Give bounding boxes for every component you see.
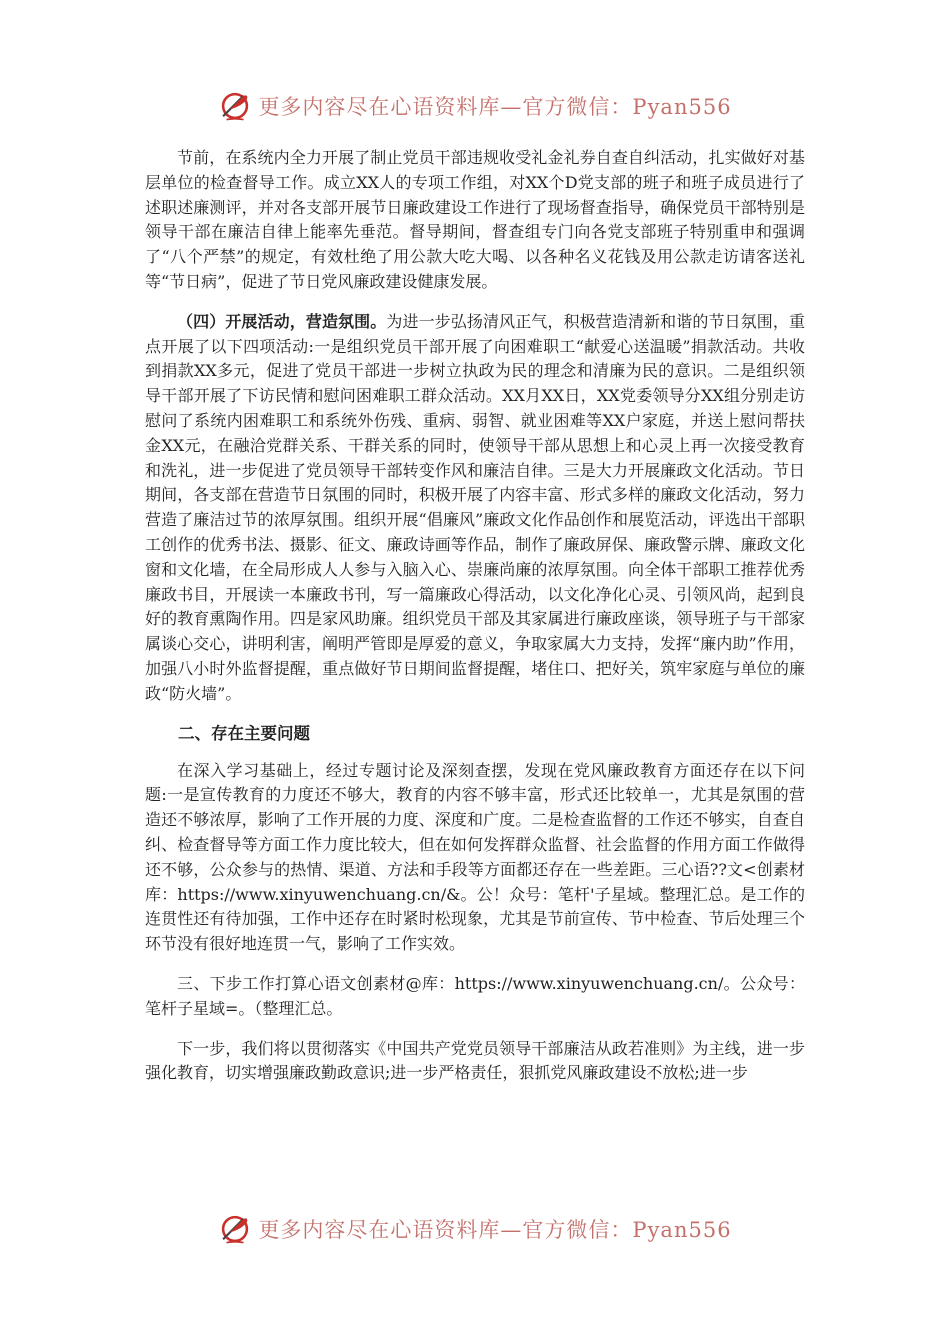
paragraph-activities-lead: （四）开展活动，营造氛围。 — [177, 311, 387, 331]
header-banner-text: 更多内容尽在心语资料库—官方微信：Pyan556 — [258, 95, 732, 119]
paragraph-problems: 在深入学习基础上，经过专题讨论及深刻查摆，发现在党风廉政教育方面还存在以下问题:一是宣传教育的力度还不够大，教育的内容不够丰富，形式还比较单一，尤其是氛围的营造还不够浓厚，影响了工作开展的力度、深度和广度。二是检查监督的工作还不够实，自查自纠、检查督导等方面工作力度比较大，但在如何发挥群众监督、社会监督的作用方面工作做得还不够，公众参与的热情、渠道、方法和手段等方面都还存在一些差距。三心语??文<创素材库：https://www.xinyuwenchuang.cn/&。公！众号：笔杆'子星域。整理汇总。是工作的连贯性还有待加强，工作中还存在时紧时松现象，尤其是节前宣传、节中检查、节后处理三个环节没有很好地连贯一气，影响了工作实效。 — [145, 760, 805, 954]
paragraph-activities — [145, 310, 805, 707]
paragraph-activities-body: 为进一步弘扬清风正气，积极营造清新和谐的节日氛围，重点开展了以下四项活动:一是组织党员干部开展了向困难职工“献爱心送温暖”捐款活动。共收到捐款XX多元，促进了党员干部进一步树立执政为民的理念和清廉为民的意识。二是组织领导干部开展了下访民情和慰问困难职工群众活动。XX月XX日，XX党委领导分XX组分别走访慰问了系统内困难职工和系统外伤残、重病、弱智、就业困难等XX户家庭，并送上慰问帮扶金XX元，在融洽党群关系、干群关系的同时，使领导干部从思想上和心灵上再一次接受教育和洗礼，进一步促进了党员领导干部转变作风和廉洁自律。三是大力开展廉政文化活动。节日期间，各支部在营造节日氛围的同时，积极开展了内容丰富、形式多样的廉政文化活动，努力营造了廉洁过节的浓厚氛围。组织开展“倡廉风”廉政文化作品创作和展览活动，评选出干部职工创作的优秀书法、摄影、征文、廉政诗画等作品，制作了廉政屏保、廉政警示牌、廉政文化窗和文化墙，在全局形成人人参与入脑入心、崇廉尚廉的浓厚氛围。向全体干部职工推荐优秀廉政书目，开展读一本廉政书刊，写一篇廉政心得活动，以文化净化心灵、引领风尚，起到良好的教育熏陶作用。四是家风助廉。组织党员干部及其家属进行廉政座谈，领导班子与干部家属谈心交心，讲明利害，阐明严管即是厚爱的意义，争取家属大力支持，发挥“廉内助”作用，加强八小时外监督提醒，重点做好节日期间监督提醒，堵住口、把好关，筑牢家庭与单位的廉政“防火墙”。 — [145, 311, 805, 703]
footer-banner — [0, 1209, 950, 1249]
section-heading-problems: 二、存在主要问题 — [178, 723, 310, 743]
document-body — [145, 146, 805, 1086]
footer-banner-text: 更多内容尽在心语资料库—官方微信：Pyan556 — [258, 1218, 732, 1242]
quill-logo-icon — [218, 89, 252, 123]
quill-logo-icon — [218, 1212, 252, 1246]
paragraph-next-steps: 下一步，我们将以贯彻落实《中国共产党党员领导干部廉洁从政若准则》为主线，进一步强化教育，切实增强廉政勤政意识;进一步严格责任，狠抓党风廉政建设不放松;进一步 — [145, 1038, 805, 1083]
header-banner — [0, 86, 950, 126]
paragraph-next-steps-heading: 三、下步工作打算心语文创素材@库：https://www.xinyuwenchuang.cn/。公众号：笔杆子星域=。（整理汇总。 — [145, 973, 805, 1018]
paragraph-supervision: 节前，在系统内全力开展了制止党员干部违规收受礼金礼券自查自纠活动，扎实做好对基层单位的检查督导工作。成立XX人的专项工作组，对XX个D党支部的班子和班子成员进行了述职述廉测评，并对各支部开展节日廉政建设工作进行了现场督查指导，确保党员干部特别是领导干部在廉洁自律上能率先垂范。督导期间，督查组专门向各党支部班子特别重申和强调了“八个严禁”的规定，有效杜绝了用公款大吃大喝、以各种名义花钱及用公款走访请客送礼等“节日病”，促进了节日党风廉政建设健康发展。 — [145, 148, 805, 291]
